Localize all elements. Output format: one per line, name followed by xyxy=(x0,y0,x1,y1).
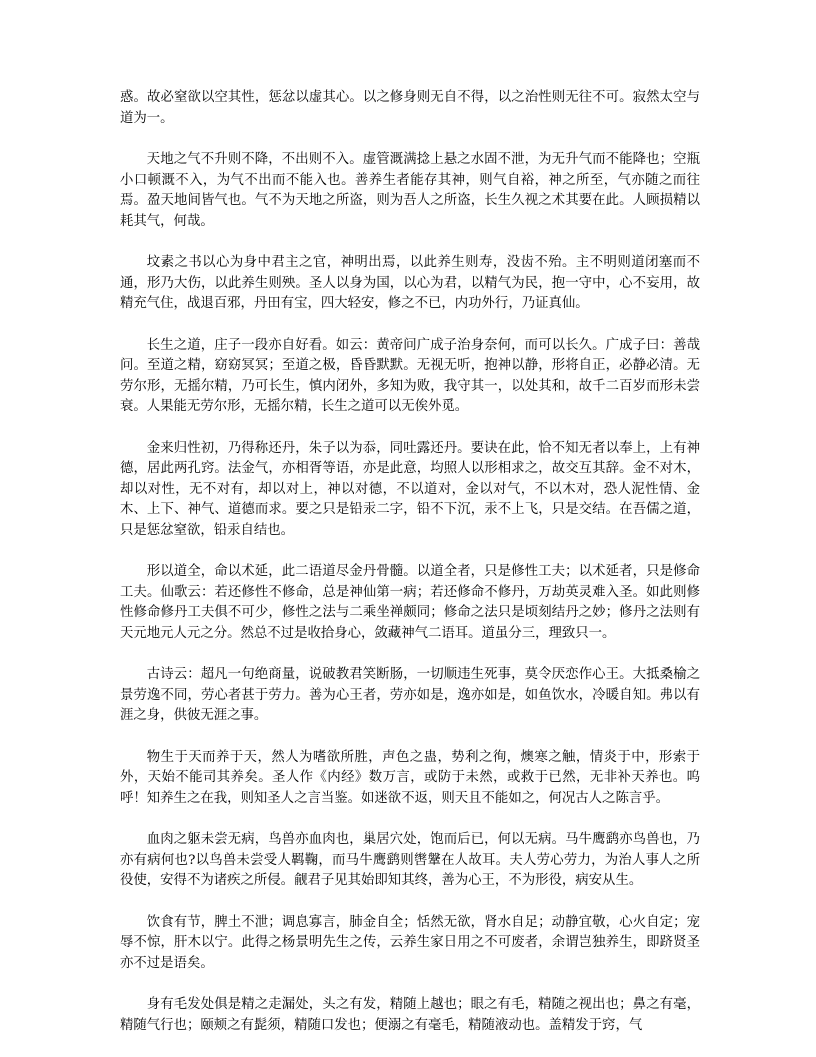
paragraph-11: 身有毛发处俱是精之走漏处，头之有发，精随上越也；眼之有毛，精随之视出也；鼻之有毫，精随气行也；颐颊之有髭须，精随口发也；便溺之有毫毛，精随液动也。盖精发于窍，气 xyxy=(120,997,700,1033)
document-page xyxy=(120,88,700,1057)
paragraph-6: 形以道全，命以术延，此二语道尽金丹骨髓。以道全者，只是修性工夫；以术延者，只是修命工夫。仙歌云：若还修性不修命，总是神仙第一病；若还修命不修丹，万劫英灵难入圣。如此则修性修命修丹工夫俱不可少，修性之法与二乘坐禅颇同；修命之法只是顷刻结丹之妙；修丹之法则有天元地元人元之分。然总不过是收拾身心，敛藏神气二语耳。道虽分三，理致只一。 xyxy=(120,564,700,641)
paragraph-4: 长生之道，庄子一段亦自好看。如云：黄帝问广成子治身奈何，而可以长久。广成子曰：善哉问。至道之精，窈窈冥冥；至道之极，昏昏默默。无视无听，抱神以静，形将自正，必静必清。无劳尔形，无摇尔精，乃可长生，慎内闭外，多知为败，我守其一，以处其和，故千二百岁而形未尝衰。人果能无劳尔形，无摇尔精，长生之道可以无俟外觅。 xyxy=(120,337,700,414)
paragraph-2: 天地之气不升则不降，不出则不入。虚管溉满捻上悬之水固不泄，为无升气而不能降也；空瓶小口顿溉不入，为气不出而不能入也。善养生者能存其神，则气自裕，神之所至，气亦随之而往焉。盈天地间皆气也。气不为天地之所盗，则为吾人之所盗，长生久视之术其要在此。人顾损精以耗其气，何哉。 xyxy=(120,152,700,229)
paragraph-10: 饮食有节，脾土不泄；调息寡言，肺金自全；恬然无欲，肾水自足；动静宜敬，心火自定；宠辱不惊，肝木以宁。此得之杨景明先生之传，云养生家日用之不可废者，余谓岂独养生，即跻贤圣亦不过是语矣。 xyxy=(120,914,700,971)
paragraph-8: 物生于天而养于天，然人为嗜欲所胜，声色之蛊，势利之徇，燠寒之触，情炎于中，形索于外，天始不能司其养矣。圣人作《内经》数万言，或防于未然，或救于已然，无非补天养也。呜呼！知养生之在我，则知圣人之言当鉴。如迷欲不返，则天且不能如之，何况古人之陈言乎。 xyxy=(120,749,700,806)
paragraph-3: 坟素之书以心为身中君主之官，神明出焉，以此养生则寿，没齿不殆。主不明则道闭塞而不通，形乃大伤，以此养生则殃。圣人以身为国，以心为君，以精气为民，抱一守中，心不妄用，故精充气住，战退百邪，丹田有宝，四大轻安，修之不已，内功外行，乃证真仙。 xyxy=(120,255,700,311)
paragraph-5: 金来归性初，乃得称还丹，朱子以为忝，同吐露还丹。要诀在此，恰不知无者以奉上，上有神德，居此两孔窍。法金气，亦相胥等语，亦是此意，均照人以形相求之，故交互其辞。金不对木，却以对性，无不对有，却以对上，神以对德，不以道对，金以对气，不以木对，恐人泥性情、金木、上下、神气、道德而求。要之只是铅汞二字，铅不下沉，汞不上飞，只是交结。在吾儒之道，只是惩忿窒欲，铅汞自结也。 xyxy=(120,440,700,538)
paragraph-7: 古诗云：超凡一句绝商量，说破教君笑断肠，一切顺违生死事，莫令厌恋作心王。大抵桑榆之景劳逸不同，劳心者甚于劳力。善为心王者，劳亦如是，逸亦如是，如鱼饮水，冷暖自知。弗以有涯之身，供彼无涯之事。 xyxy=(120,667,700,723)
paragraph-1: 惑。故必窒欲以空其性，惩忿以虚其心。以之修身则无自不得，以之治性则无往不可。寂然太空与道为一。 xyxy=(120,90,700,126)
paragraph-9: 血肉之躯未尝无病，鸟兽亦血肉也，巢居穴处，饱而后已，何以无病。马牛鹰鹞亦鸟兽也，乃亦有病何也?以鸟兽未尝受人羁鞠，而马牛鹰鹞则辔鞶在人故耳。夫人劳心劳力，为治人事人之所役使，安得不为诸疾之所侵。觎君子见其始即知其终，善为心王，不为形役，病安从生。 xyxy=(120,832,700,888)
